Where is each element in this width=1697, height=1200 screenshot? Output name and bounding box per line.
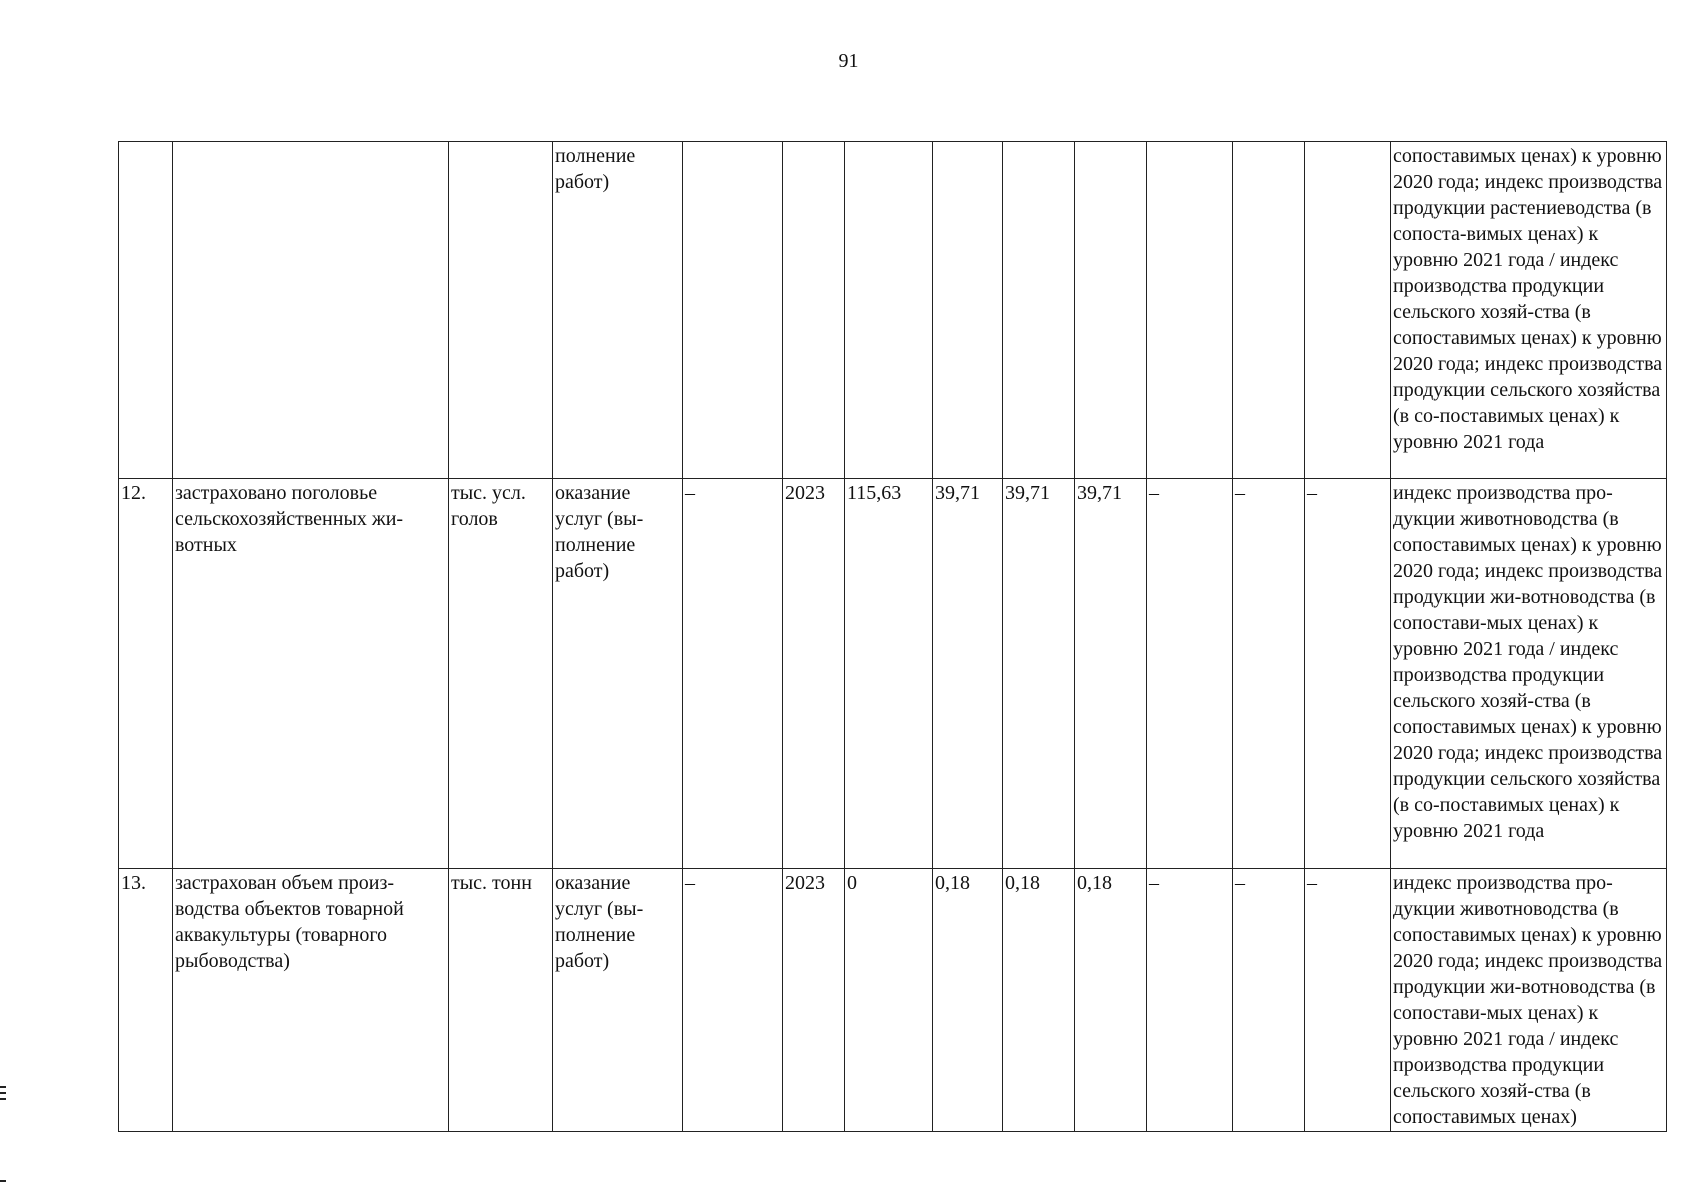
base-year: 2023	[783, 869, 845, 1132]
indicator-name: застрахован объем произ-водства объектов товарной аквакультуры (товарного рыбоводства)	[173, 869, 449, 1132]
type-cell: оказание услуг (вы-полнение работ)	[553, 479, 683, 869]
base-year	[783, 142, 845, 479]
value-2027: –	[1147, 479, 1233, 869]
value-2029: –	[1305, 869, 1391, 1132]
indicator-name	[173, 142, 449, 479]
base-value	[683, 142, 783, 479]
row-number: 12.	[119, 479, 173, 869]
unit-cell	[449, 142, 553, 479]
value-2023: 115,63	[845, 479, 933, 869]
value-2028: –	[1233, 869, 1305, 1132]
value-2027: –	[1147, 869, 1233, 1132]
value-2024: 0,18	[933, 869, 1003, 1132]
value-2026: 39,71	[1075, 479, 1147, 869]
indicator-name: застраховано поголовье сельскохозяйственных жи-вотных	[173, 479, 449, 869]
row-number	[119, 142, 173, 479]
linked-indicator: индекс производства про-дукции животноводства (в сопоставимых ценах) к уровню 2020 года; индекс производства продукции жи-вотноводства (в сопостави-мых ценах) к уровню 2021 года / индекс производства продукции сельского хозяй-ства (в сопоставимых ценах) к уровню 2020 года; индекс производства продукции сельского хозяйства (в со-поставимых ценах) к уровню 2021 года	[1391, 479, 1667, 869]
base-value: –	[683, 869, 783, 1132]
value-2028	[1233, 142, 1305, 479]
base-value: –	[683, 479, 783, 869]
table-row	[119, 142, 1667, 479]
margin-tick	[0, 1098, 6, 1100]
value-2023	[845, 142, 933, 479]
data-table	[118, 141, 1667, 1132]
margin-tick	[0, 1180, 6, 1182]
value-2026: 0,18	[1075, 869, 1147, 1132]
value-2023: 0	[845, 869, 933, 1132]
page-number: 91	[838, 50, 859, 72]
value-2025: 0,18	[1003, 869, 1075, 1132]
table-row	[119, 479, 1667, 869]
value-2027	[1147, 142, 1233, 479]
value-2024: 39,71	[933, 479, 1003, 869]
value-2026	[1075, 142, 1147, 479]
value-2024	[933, 142, 1003, 479]
value-2029	[1305, 142, 1391, 479]
base-year: 2023	[783, 479, 845, 869]
unit-cell: тыс. усл. голов	[449, 479, 553, 869]
type-cell: оказание услуг (вы-полнение работ)	[553, 869, 683, 1132]
linked-indicator: индекс производства про-дукции животноводства (в сопоставимых ценах) к уровню 2020 года; индекс производства продукции жи-вотноводства (в сопостави-мых ценах) к уровню 2021 года / индекс производства продукции сельского хозяй-ства (в сопоставимых ценах)	[1391, 869, 1667, 1132]
row-number: 13.	[119, 869, 173, 1132]
value-2029: –	[1305, 479, 1391, 869]
value-2028: –	[1233, 479, 1305, 869]
margin-tick	[0, 1086, 6, 1088]
margin-tick	[0, 1092, 6, 1094]
table-row	[119, 869, 1667, 1132]
linked-indicator: сопоставимых ценах) к уровню 2020 года; индекс производства продукции растениеводства (в сопоста-вимых ценах) к уровню 2021 года / индекс производства продукции сельского хозяй-ства (в сопоставимых ценах) к уровню 2020 года; индекс производства продукции сельского хозяйства (в со-поставимых ценах) к уровню 2021 года	[1391, 142, 1667, 479]
type-cell: полнение работ)	[553, 142, 683, 479]
unit-cell: тыс. тонн	[449, 869, 553, 1132]
value-2025	[1003, 142, 1075, 479]
value-2025: 39,71	[1003, 479, 1075, 869]
